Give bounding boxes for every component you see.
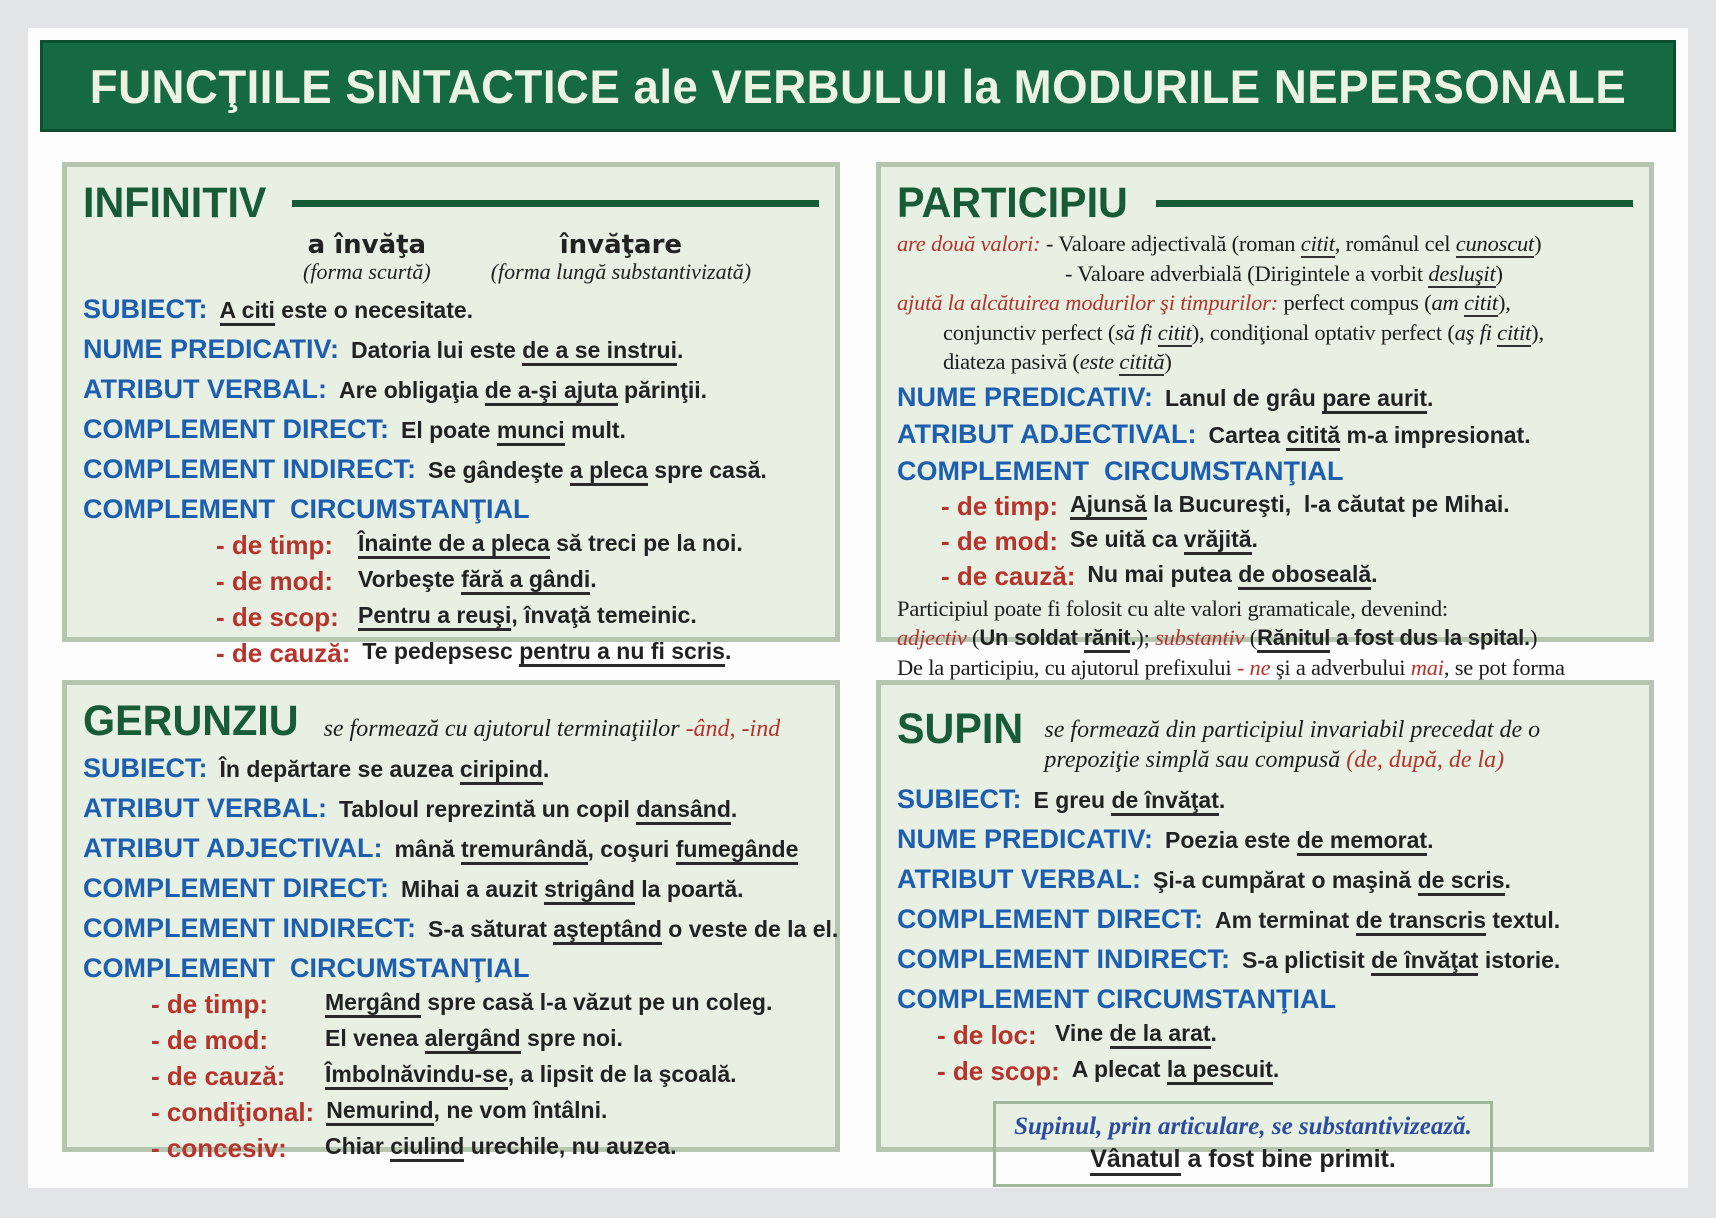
panel-supin — [876, 680, 1654, 1173]
row-example — [325, 1061, 737, 1092]
row-example — [1072, 1056, 1280, 1087]
text-segment: Chiar — [325, 1133, 391, 1159]
row-example — [339, 377, 707, 406]
text-segment: ( — [1244, 625, 1258, 651]
supin-subtitle-line1 — [1044, 715, 1633, 745]
panel-gerunziu — [62, 680, 840, 1163]
text-segment: spre noi. — [520, 1025, 623, 1051]
supin-note-box — [993, 1101, 1493, 1187]
text-segment: de la arat — [1110, 1020, 1211, 1049]
text-segment: Înainte de a pleca — [358, 530, 550, 559]
row-label: SUBIECT: — [83, 753, 208, 783]
row-example — [1034, 787, 1226, 816]
grammar-row — [897, 1056, 1633, 1087]
text-segment: este o necesitate. — [274, 297, 474, 323]
panel-infinitiv-heading: INFINITIV — [83, 179, 267, 227]
text-segment: aşteptând — [553, 916, 662, 945]
text-segment: substantiv — [1155, 625, 1245, 651]
text-segment: . — [1218, 787, 1226, 813]
text-segment: fără a gândi — [461, 566, 590, 595]
text-segment: . — [1272, 1056, 1280, 1082]
row-example — [351, 337, 683, 366]
text-segment: S-a plictisit — [1242, 947, 1372, 973]
text-segment: . — [1251, 525, 1258, 552]
row-example — [1070, 491, 1510, 522]
infinitiv-circumstantial-items — [83, 530, 819, 669]
row-label: COMPLEMENT INDIRECT: — [897, 944, 1230, 974]
text-segment: textul. — [1486, 907, 1561, 933]
poster-title: FUNCŢIILE SINTACTICE ale VERBULUI la MODURILE NEPERSONALE — [89, 59, 1627, 113]
text-segment: ), condiţional optativ perfect ( — [1191, 319, 1455, 345]
row-label: - condiţional: — [151, 1097, 315, 1127]
text-segment: tremurândă — [461, 836, 588, 865]
text-segment: ( — [966, 625, 980, 651]
text-segment: A citi — [220, 297, 275, 326]
grammar-row — [897, 784, 1633, 815]
text-segment: de a se instrui — [522, 337, 677, 366]
participiu-notes — [897, 231, 1633, 376]
text-segment: la Bucureşti, l-a căutat pe Mihai. — [1146, 490, 1510, 517]
text-segment: Nu mai putea — [1087, 560, 1239, 587]
panels-grid — [28, 132, 1688, 1188]
infinitiv-rows — [83, 294, 819, 485]
grammar-row — [897, 419, 1633, 450]
row-label: SUBIECT: — [83, 294, 208, 324]
text-segment: Rănitul — [1257, 625, 1330, 653]
grammar-row — [83, 913, 839, 944]
text-segment: El poate — [401, 417, 497, 443]
text-segment: şi a adverbului — [1270, 654, 1411, 680]
text-segment: aş fi — [1454, 319, 1498, 345]
text-segment: Participiul poate fi folosit cu alte valori gramaticale, devenind: — [897, 595, 1448, 621]
grammar-row — [83, 638, 819, 669]
row-label: - concesiv: — [151, 1133, 287, 1163]
grammar-row — [83, 566, 819, 597]
row-label: - de timp: — [151, 989, 268, 1019]
row-example — [428, 916, 838, 945]
supin-rows — [897, 784, 1633, 975]
grammar-row — [897, 824, 1633, 855]
text-segment: spre casă. — [647, 457, 767, 483]
text-segment: citit — [1157, 319, 1192, 345]
text-segment: să treci pe la noi. — [549, 530, 743, 556]
panel-participiu — [876, 162, 1654, 680]
row-example — [401, 876, 744, 905]
grammar-row — [83, 374, 819, 405]
row-label: - de loc: — [937, 1020, 1037, 1050]
row-label: ATRIBUT VERBAL: — [83, 374, 327, 404]
text-segment: ), — [1497, 290, 1511, 316]
gerunziu-subtitle — [324, 714, 819, 744]
text-segment: se formează din participiul invariabil precedat de o — [1044, 717, 1541, 743]
panel-supin-heading: SUPIN — [897, 705, 1024, 753]
text-segment: . — [1504, 867, 1511, 893]
row-label: COMPLEMENT DIRECT: — [83, 414, 389, 444]
row-example — [358, 566, 597, 597]
grammar-row — [83, 454, 819, 485]
text-segment: Se uită ca — [1070, 525, 1184, 552]
row-example — [220, 297, 474, 326]
text-segment: la pescuit — [1167, 1056, 1273, 1085]
participiu-rows — [897, 382, 1633, 450]
row-example — [358, 530, 743, 561]
text-segment: -ând, -ind — [685, 716, 781, 742]
text-segment: mână — [394, 836, 461, 862]
panel-participiu-heading: PARTICIPIU — [897, 179, 1128, 227]
text-segment: Un soldat — [979, 625, 1084, 651]
poster — [28, 28, 1688, 1188]
row-label: - de scop: — [216, 602, 339, 632]
row-example — [394, 836, 798, 865]
text-segment: Am terminat — [1215, 907, 1356, 933]
row-example — [326, 1097, 607, 1128]
row-label: - de cauză: — [941, 560, 1076, 591]
row-label: - de timp: — [941, 490, 1058, 521]
row-label: COMPLEMENT INDIRECT: — [83, 913, 416, 943]
text-segment: ciulind — [390, 1133, 464, 1162]
note-line — [897, 349, 1633, 376]
row-example — [362, 638, 731, 669]
text-segment: . — [1427, 827, 1434, 853]
form-name: a învăţa — [307, 230, 427, 260]
row-label: SUBIECT: — [897, 784, 1022, 814]
text-segment: citită — [1286, 422, 1340, 451]
text-segment: Mergând — [325, 989, 421, 1018]
row-label: COMPLEMENT DIRECT: — [897, 904, 1203, 934]
supin-header-side — [1044, 697, 1633, 775]
text-segment: , ne vom întâlni. — [433, 1097, 608, 1123]
row-example — [428, 457, 767, 486]
grammar-row — [83, 833, 819, 864]
text-segment: la poartă. — [634, 876, 744, 902]
text-segment: ) — [1534, 231, 1542, 256]
text-segment: ); — [1136, 625, 1156, 651]
text-segment: am — [1431, 290, 1464, 316]
row-example — [1165, 827, 1433, 856]
form-note: (forma scurtă) — [303, 259, 431, 284]
grammar-row — [83, 334, 819, 365]
text-segment: Supinul, prin articulare, se substantivizează. — [1014, 1113, 1472, 1140]
text-segment: S-a săturat — [428, 916, 554, 942]
grammar-row — [897, 864, 1633, 895]
text-segment: Şi-a cumpărat o maşină — [1152, 867, 1418, 893]
note-line — [897, 596, 1633, 623]
heading-rule — [1156, 200, 1634, 207]
row-label: ATRIBUT VERBAL: — [897, 864, 1141, 894]
grammar-row — [83, 414, 819, 445]
grammar-row — [83, 294, 819, 325]
text-segment: vrăjită — [1184, 526, 1252, 555]
text-segment: Lanul de grâu — [1165, 384, 1323, 411]
text-segment: - Valoare adjectivală (roman — [1040, 231, 1301, 256]
row-example — [325, 989, 772, 1020]
text-segment: . — [676, 337, 684, 363]
text-segment: mai — [1410, 654, 1444, 680]
grammar-row — [83, 1097, 819, 1128]
circumstantial-heading: COMPLEMENT CIRCUMSTANŢIAL — [897, 984, 1336, 1014]
circumstantial-heading: COMPLEMENT CIRCUMSTANŢIAL — [897, 455, 1344, 486]
text-segment: . — [542, 756, 550, 782]
note-line — [897, 231, 1633, 258]
grammar-row — [897, 561, 1633, 592]
text-segment: diateza pasivă ( — [943, 349, 1080, 375]
text-segment: este — [1079, 349, 1120, 375]
row-label: ATRIBUT VERBAL: — [83, 793, 327, 823]
text-segment: perfect compus ( — [1278, 290, 1432, 316]
note-line — [897, 655, 1633, 682]
text-segment: Pentru a reuşi — [358, 602, 511, 631]
row-label: - de mod: — [151, 1025, 268, 1055]
text-segment: Are obligaţia — [338, 377, 485, 403]
text-segment: a fost bine primit. — [1180, 1145, 1396, 1173]
text-segment: . — [1427, 384, 1434, 411]
text-segment: a pleca — [570, 457, 648, 486]
text-segment: . — [724, 638, 732, 664]
form-name: învăţare — [559, 230, 683, 260]
text-segment: ) — [1495, 260, 1503, 286]
text-segment: E greu — [1033, 787, 1112, 813]
row-label: - de mod: — [216, 566, 333, 596]
text-segment: Mihai a auzit — [401, 876, 545, 902]
note-line — [897, 320, 1633, 347]
gerunziu-rows — [83, 753, 839, 944]
title-bar — [40, 40, 1676, 132]
text-segment: o veste de la el. — [661, 916, 839, 942]
note-line — [897, 261, 1633, 288]
text-segment: se formează cu ajutorul terminaţiilor — [323, 716, 686, 742]
infinitiv-form-long — [491, 230, 751, 285]
text-segment: Datoria lui este — [351, 337, 523, 363]
grammar-row — [897, 904, 1633, 935]
panel-gerunziu-heading: GERUNZIU — [83, 697, 299, 745]
text-segment: de transcris — [1356, 907, 1486, 936]
text-segment: de memorat — [1297, 827, 1427, 856]
text-segment: de scris — [1418, 867, 1505, 896]
text-segment: Vânatul — [1090, 1145, 1180, 1176]
panel-participiu-header — [897, 179, 1633, 228]
supin-circumstantial-items — [897, 1020, 1633, 1087]
panel-infinitiv-header — [83, 179, 819, 228]
text-segment: , învaţă temeinic. — [511, 602, 697, 628]
infinitiv-forms — [83, 230, 819, 285]
text-segment: de a-şi ajuta — [485, 377, 618, 406]
row-label: NUME PREDICATIV: — [897, 381, 1154, 412]
grammar-row — [897, 491, 1633, 522]
text-segment: Îmbolnăvindu-se — [325, 1061, 508, 1090]
row-example — [1215, 907, 1560, 936]
text-segment: strigând — [544, 876, 635, 905]
text-segment: . — [1130, 625, 1137, 651]
text-segment: . — [1210, 1020, 1217, 1046]
grammar-row — [897, 1020, 1633, 1051]
row-label: - de timp: — [216, 530, 333, 560]
text-segment: alergând — [425, 1025, 521, 1054]
text-segment: Poezia este — [1165, 827, 1297, 853]
text-segment: , se pot forma — [1443, 654, 1565, 680]
text-segment: Se gândeşte — [428, 457, 570, 483]
grammar-row — [83, 793, 819, 824]
text-segment: ciripind — [460, 756, 543, 785]
grammar-row — [897, 944, 1633, 975]
text-segment: citit — [1463, 290, 1498, 316]
grammar-row — [83, 873, 819, 904]
text-segment: citit — [1497, 319, 1532, 345]
participiu-circumstantial-items — [897, 491, 1633, 592]
text-segment: Cartea — [1208, 421, 1287, 448]
heading-rule — [292, 200, 819, 207]
row-label: - de cauză: — [151, 1061, 286, 1091]
text-segment: În depărtare se auzea — [219, 756, 460, 782]
supin-note-line1 — [1010, 1112, 1476, 1141]
text-segment: de învăţat — [1371, 947, 1478, 976]
row-example — [339, 796, 737, 825]
supin-subtitle-line2 — [1044, 745, 1633, 775]
row-label: ATRIBUT ADJECTIVAL: — [83, 833, 383, 863]
infinitiv-form-short — [303, 230, 431, 285]
text-segment: pentru a nu fi scris — [519, 638, 725, 667]
text-segment: . — [590, 566, 597, 592]
text-segment: Vorbeşte — [358, 566, 462, 592]
row-example — [1208, 422, 1530, 451]
text-segment: istorie. — [1478, 947, 1561, 973]
text-segment: citit — [1300, 231, 1335, 256]
text-segment: conjunctiv perfect ( — [943, 319, 1116, 345]
text-segment: El venea — [325, 1025, 425, 1051]
panel-supin-header — [897, 697, 1633, 775]
row-label: COMPLEMENT DIRECT: — [83, 873, 389, 903]
circumstantial-heading: COMPLEMENT CIRCUMSTANŢIAL — [83, 494, 530, 524]
circumstantial-heading: COMPLEMENT CIRCUMSTANŢIAL — [83, 953, 530, 983]
text-segment: de oboseală — [1238, 561, 1371, 590]
row-label: COMPLEMENT INDIRECT: — [83, 454, 416, 484]
row-example — [1165, 385, 1433, 414]
gerunziu-circumstantial-items — [83, 989, 819, 1164]
supin-note-line2 — [1010, 1145, 1476, 1174]
text-segment: ) — [1529, 625, 1538, 651]
text-segment: - ne — [1236, 654, 1271, 680]
row-example — [1087, 561, 1377, 592]
grammar-row — [83, 530, 819, 561]
row-example — [358, 602, 697, 633]
row-example — [1070, 526, 1258, 557]
row-example — [401, 417, 626, 446]
row-label: NUME PREDICATIV: — [897, 824, 1154, 854]
text-segment: . — [730, 796, 738, 822]
text-segment: Te pedepsesc — [362, 638, 520, 664]
text-segment: spre casă l-a văzut pe un coleg. — [420, 989, 773, 1015]
row-example — [325, 1025, 623, 1056]
text-segment: ajută la alcătuirea modurilor şi timpurilor: — [897, 290, 1279, 316]
text-segment: Vine — [1055, 1020, 1110, 1046]
text-segment: desluşit — [1428, 260, 1496, 286]
text-segment: rănit — [1084, 625, 1131, 653]
grammar-row — [83, 989, 819, 1020]
row-label: - de scop: — [937, 1056, 1060, 1086]
text-segment: (de, după, de la) — [1346, 747, 1505, 773]
text-segment: părinţii. — [617, 377, 708, 403]
text-segment: , românul cel — [1334, 231, 1456, 256]
row-example — [1153, 867, 1511, 896]
text-segment: - Valoare adverbială (Dirigintele a vorbit — [1065, 260, 1429, 286]
text-segment: dansând — [636, 796, 731, 825]
note-line — [897, 625, 1633, 652]
text-segment: Tabloul reprezintă un copil — [338, 796, 637, 822]
text-segment: mult. — [564, 417, 626, 443]
text-segment: urechile, nu auzea. — [464, 1133, 677, 1159]
text-segment: cunoscut — [1455, 231, 1535, 256]
text-segment: citită — [1119, 349, 1165, 375]
note-line — [897, 290, 1633, 317]
text-segment: A plecat — [1071, 1056, 1167, 1082]
text-segment: ), — [1531, 319, 1544, 345]
row-example — [1055, 1020, 1217, 1051]
row-label: - de cauză: — [216, 638, 351, 668]
grammar-row — [897, 526, 1633, 557]
text-segment: , coşuri — [587, 836, 676, 862]
text-segment: pare aurit — [1322, 385, 1427, 414]
text-segment: prepoziţie simplă sau compusă — [1044, 747, 1347, 773]
form-note: (forma lungă substantivizată) — [490, 259, 752, 284]
text-segment: are două valori: — [897, 231, 1041, 256]
grammar-row — [897, 382, 1633, 413]
text-segment: să fi — [1115, 319, 1158, 345]
panel-gerunziu-header — [83, 697, 819, 744]
text-segment: adjectiv — [897, 625, 967, 651]
grammar-row — [83, 1025, 819, 1056]
text-segment: ) — [1164, 349, 1172, 375]
row-label: ATRIBUT ADJECTIVAL: — [897, 418, 1197, 449]
grammar-row — [83, 1061, 819, 1092]
text-segment: De la participiu, cu ajutorul prefixului — [897, 654, 1237, 680]
text-segment: a fost dus la spital. — [1330, 625, 1530, 651]
panel-infinitiv — [62, 162, 840, 668]
grammar-row — [83, 602, 819, 633]
row-example — [220, 756, 550, 785]
gerunziu-header-side — [324, 714, 819, 744]
row-example — [325, 1133, 677, 1164]
text-segment: fumegânde — [676, 836, 799, 865]
text-segment: munci — [497, 417, 565, 446]
row-example — [1242, 947, 1560, 976]
grammar-row — [83, 753, 819, 784]
text-segment: m-a impresionat. — [1340, 421, 1531, 448]
grammar-row — [83, 1133, 819, 1164]
row-label: NUME PREDICATIV: — [83, 334, 340, 364]
row-label: - de mod: — [941, 525, 1058, 556]
text-segment: Ajunsă — [1070, 491, 1147, 520]
text-segment: . — [1371, 560, 1378, 587]
text-segment: de învăţat — [1111, 787, 1218, 816]
text-segment: , a lipsit de la şcoală. — [507, 1061, 737, 1087]
text-segment: Nemurind — [326, 1097, 433, 1126]
